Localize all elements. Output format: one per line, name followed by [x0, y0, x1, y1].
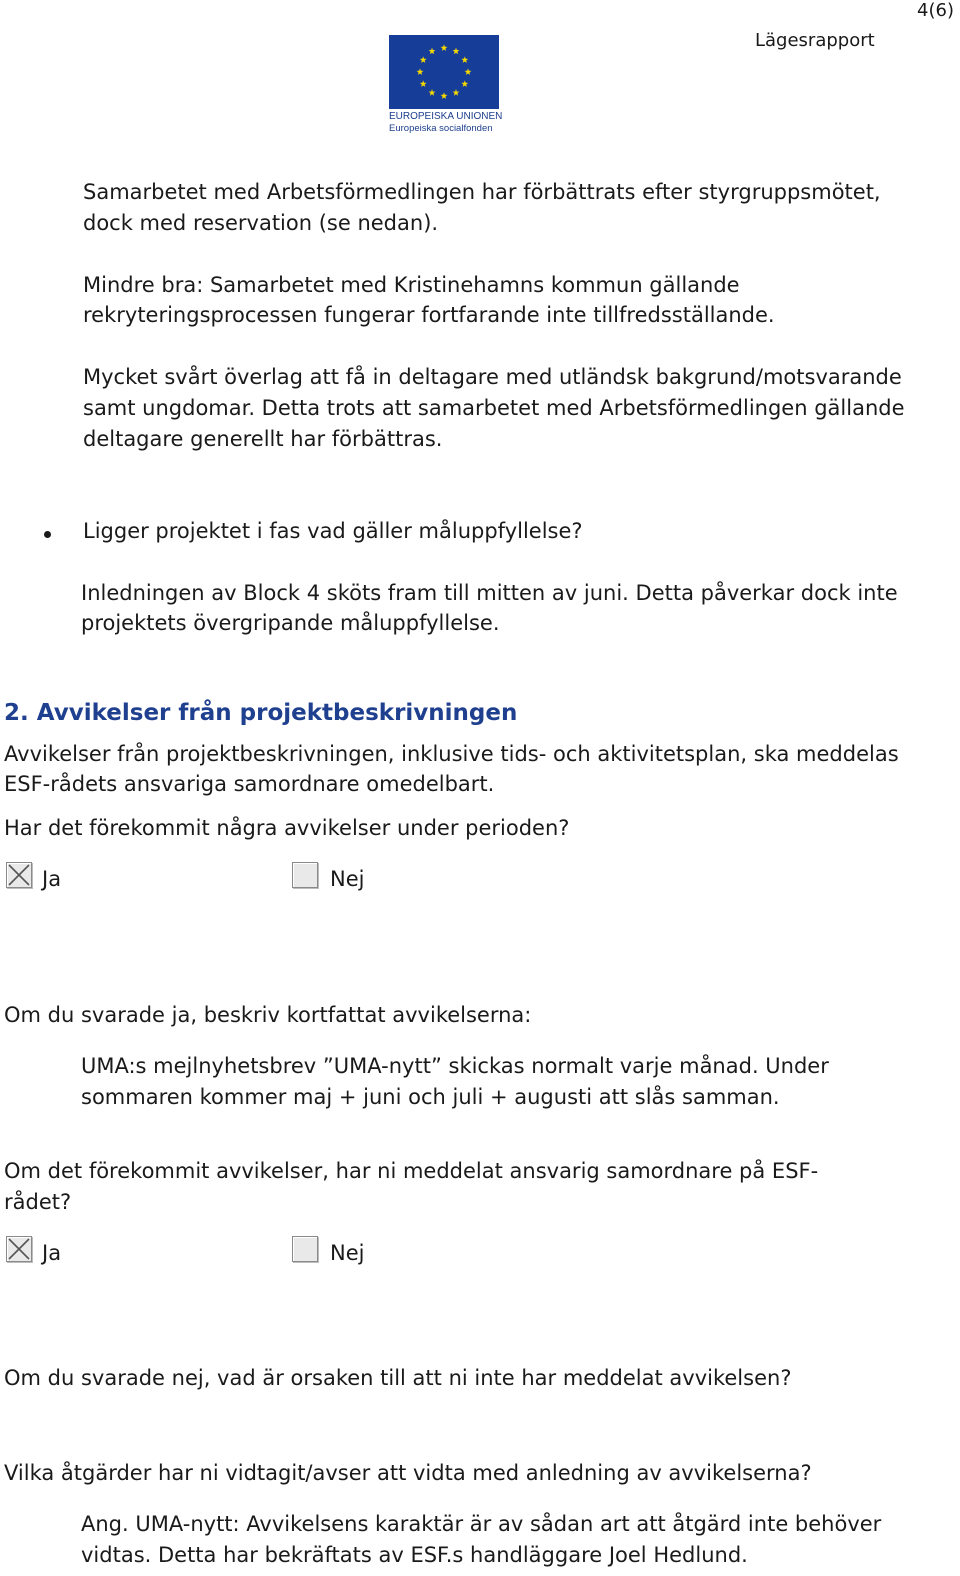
check-x-icon — [7, 863, 31, 887]
q1-no-checkbox[interactable] — [292, 862, 318, 888]
eu-logo — [389, 35, 502, 135]
eu-star-icon — [420, 56, 427, 63]
eu-star-icon — [429, 89, 436, 96]
check-x-icon — [7, 1237, 31, 1261]
logo-line-1: EUROPEISKA UNIONEN — [389, 111, 503, 122]
bullet-answer-line-2: projektets övergripande måluppfyllelse. — [81, 611, 500, 635]
eu-star-icon — [465, 68, 472, 75]
answer-describe-line-2: sommaren kommer maj + juni och juli + augusti att slås samman. — [81, 1085, 780, 1109]
eu-star-icon — [417, 68, 424, 75]
eu-star-icon — [441, 44, 448, 51]
q3-yes-label: Ja — [42, 1241, 62, 1265]
page-number: 4(6) — [917, 0, 954, 21]
answer-measures-line-2: vidtas. Detta har bekräftats av ESF.s handläggare Joel Hedlund. — [81, 1543, 748, 1567]
bullet-question: Ligger projektet i fas vad gäller måluppfyllelse? — [83, 519, 583, 543]
q1-no-label: Nej — [330, 867, 365, 891]
question-reason: Om du svarade nej, vad är orsaken till att ni inte har meddelat avvikelsen? — [4, 1366, 792, 1390]
logo-line-2: Europeiska socialfonden — [389, 123, 493, 134]
q3-yes-checkbox[interactable] — [6, 1236, 32, 1262]
paragraph-less-good-line-2: rekryteringsprocessen fungerar fortfarande inte tillfredsställande. — [83, 303, 775, 327]
eu-star-icon — [453, 89, 460, 96]
answer-describe-line-1: UMA:s mejlnyhetsbrev ”UMA-nytt” skickas normalt varje månad. Under — [81, 1054, 829, 1078]
eu-star-icon — [453, 48, 460, 55]
paragraph-cooperation-line-2: dock med reservation (se nedan). — [83, 211, 439, 235]
section-intro-line-1: Avvikelser från projektbeskrivningen, inklusive tids- och aktivitetsplan, ska meddelas — [4, 742, 899, 766]
answer-measures-line-1: Ang. UMA-nytt: Avvikelsens karaktär är av sådan art att åtgärd inte behöver — [81, 1512, 882, 1536]
eu-star-icon — [441, 92, 448, 99]
bullet-marker — [44, 531, 51, 538]
paragraph-difficult-line-2: samt ungdomar. Detta trots att samarbetet med Arbetsförmedlingen gällande — [83, 396, 905, 420]
q1-yes-label: Ja — [42, 867, 62, 891]
section-heading: 2. Avvikelser från projektbeskrivningen — [4, 700, 518, 726]
document-type-label: Lägesrapport — [755, 30, 875, 51]
eu-star-icon — [429, 48, 436, 55]
question-measures: Vilka åtgärder har ni vidtagit/avser att vidta med anledning av avvikelserna? — [4, 1461, 812, 1485]
paragraph-difficult-line-3: deltagare generellt har förbättras. — [83, 427, 443, 451]
eu-star-icon — [461, 80, 468, 87]
section-intro-line-2: ESF-rådets ansvariga samordnare omedelbart. — [4, 772, 495, 796]
q3-no-label: Nej — [330, 1241, 365, 1265]
eu-flag-icon — [389, 35, 499, 109]
paragraph-cooperation-line-1: Samarbetet med Arbetsförmedlingen har förbättrats efter styrgruppsmötet, — [83, 180, 881, 204]
bullet-answer-line-1: Inledningen av Block 4 sköts fram till mitten av juni. Detta påverkar dock inte — [81, 581, 898, 605]
question-describe: Om du svarade ja, beskriv kortfattat avvikelserna: — [4, 1003, 532, 1027]
q3-no-checkbox[interactable] — [292, 1236, 318, 1262]
question-notified-line-2: rådet? — [4, 1190, 72, 1214]
question-notified-line-1: Om det förekommit avvikelser, har ni meddelat ansvarig samordnare på ESF- — [4, 1159, 819, 1183]
eu-star-icon — [420, 80, 427, 87]
q1-yes-checkbox[interactable] — [6, 862, 32, 888]
eu-star-icon — [461, 56, 468, 63]
paragraph-difficult-line-1: Mycket svårt överlag att få in deltagare med utländsk bakgrund/motsvarande — [83, 365, 902, 389]
question-deviations: Har det förekommit några avvikelser under perioden? — [4, 816, 570, 840]
paragraph-less-good-line-1: Mindre bra: Samarbetet med Kristinehamns kommun gällande — [83, 273, 740, 297]
